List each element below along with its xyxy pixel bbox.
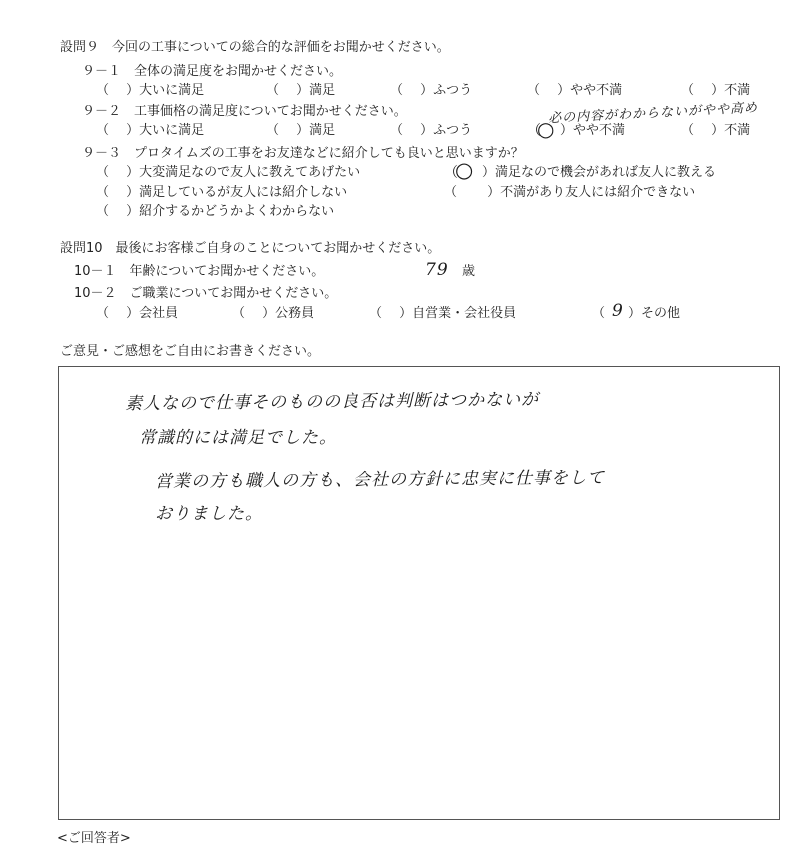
q10-2-opt-civil-servant[interactable]: （ ）公務員 (232, 306, 315, 321)
q9-2-label: ９－２ 工事価格の満足度についてお聞かせください。 (82, 104, 407, 119)
q10-1-label: 10－１ 年齢についてお聞かせください。 (74, 264, 325, 279)
comment-line-1: 素人なので仕事そのものの良否は判断はつかないが (124, 389, 540, 415)
q9-3-circle-mark: ○ (455, 158, 475, 182)
q10-1-age: 79 (425, 260, 449, 280)
q10-2-opt-employee[interactable]: （ ）会社員 (96, 306, 179, 321)
q9-2-opt-satisfied[interactable]: （ ）満足 (266, 123, 336, 138)
q10-2-opt-other[interactable]: ）その他 (628, 306, 681, 321)
q9-1-opt-very-satisfied[interactable]: （ ）大いに満足 (96, 83, 205, 98)
q9-2-opt-somewhat-dissatisfied[interactable]: ）やや不満 (560, 123, 626, 138)
q9-3-label: ９－３ プロタイムズの工事をお友達などに紹介しても良いと思いますか？ (82, 146, 524, 161)
q9-1-label: ９－１ 全体の満足度をお聞かせください。 (82, 64, 343, 79)
q9-2-opt-very-satisfied[interactable]: （ ）大いに満足 (96, 123, 205, 138)
comment-line-2: 常識的には満足でした。 (139, 428, 337, 448)
q9-1-opt-dissatisfied[interactable]: （ ）不満 (681, 83, 751, 98)
q9-2-open-paren: （ (527, 123, 541, 139)
q9-1-opt-normal[interactable]: （ ）ふつう (390, 83, 473, 98)
q9-2-opt-normal[interactable]: （ ）ふつう (390, 123, 473, 138)
q9-2-handwritten-note: 必の内容がわからないがやや高め (547, 100, 759, 127)
comments-label: ご意見・ご感想をご自由にお書きください。 (60, 344, 321, 359)
comment-line-3: 営業の方も職人の方も、会社の方針に忠実に仕事をして (154, 468, 606, 492)
q9-3-opt-unsure[interactable]: （ ）紹介するかどうかよくわからない (96, 204, 335, 219)
comment-line-4: おりました。 (155, 504, 263, 524)
comments-box[interactable] (58, 366, 780, 820)
q10-title: 設問10 最後にお客様ご自身のことについてお聞かせください。 (60, 241, 441, 256)
q9-3-opt-satisfied-tell[interactable]: ）満足なので機会があれば友人に教える (482, 165, 717, 180)
q10-2-handwritten-mark: 9 (612, 301, 624, 321)
q10-2-open-paren: （ (592, 306, 606, 321)
q9-2-opt-dissatisfied[interactable]: （ ）不満 (681, 123, 751, 138)
q9-2-circle-mark: ○ (537, 117, 556, 141)
q9-3-open-paren: （ (444, 165, 458, 181)
respondent-label: <ご回答者> (57, 831, 131, 846)
q9-title: 設問９ 今回の工事についての総合的な評価をお聞かせください。 (60, 40, 450, 55)
q9-1-opt-satisfied[interactable]: （ ）満足 (266, 83, 336, 98)
q9-1-opt-somewhat-dissatisfied[interactable]: （ ）やや不満 (527, 83, 623, 98)
q9-3-opt-very-satisfied[interactable]: （ ）大変満足なので友人に教えてあげたい (96, 165, 361, 180)
q9-3-opt-satisfied-not-tell[interactable]: （ ）満足しているが友人には紹介しない (96, 185, 348, 200)
q9-3-opt-dissatisfied[interactable]: （ ）不満があり友人には紹介できない (444, 185, 696, 200)
q10-1-unit: 歳 (462, 264, 476, 279)
q10-2-label: 10－２ ご職業についてお聞かせください。 (74, 286, 338, 301)
q10-2-opt-self-employed[interactable]: （ ）自営業・会社役員 (369, 306, 517, 321)
